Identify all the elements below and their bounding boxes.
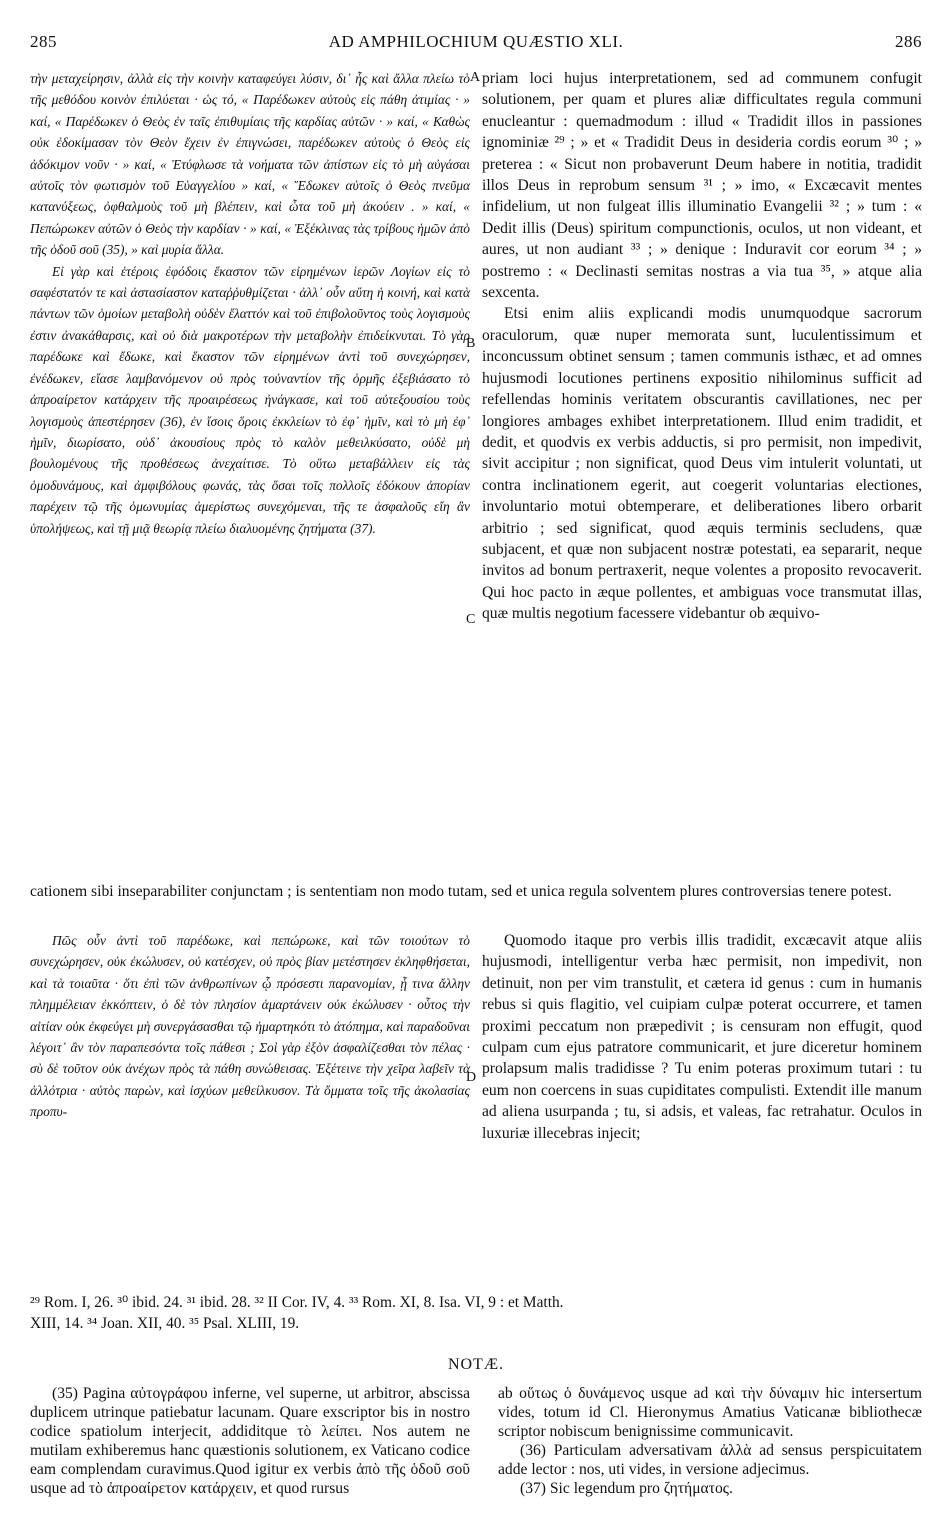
- margin-marker-a: A: [470, 70, 481, 85]
- greek-paragraph: Εἰ γὰρ καὶ ἑτέροις ἐφόδοις ἕκαστον τῶν εἰρημένων ἱερῶν Λογίων εἰς τὸ σαφέστατόν τε καὶ ἀστασίαστον καταῤῥυθμίζεται · ἀλλ᾽ οὖν αὕτη ἡ κοινή, καὶ κατὰ πάντων τῶν ὁμοίων μεταβολὴ οὐδὲν ἔλαττόν καὶ τοῦ ἐπιβολοῦντος τοὺς λογισμοὺς ἐστιν ἀνακάθαρσις, καὶ οὐ διὰ μακροτέρων τὴν μεταβολὴν ἐπιδείκνυται. Τὸ γὰρ παρέδωκε καὶ ἔδωκε, καὶ ἕκαστον τῶν εἰρημένων ἀντὶ τοῦ συνεχώρησεν, ἐνέδωκεν, εἴασε λαμβανόμενον οὐ πρὸς τοὐναντίον τῆς ὁρμῆς ἐξεβιάσατο τὸ ἀπροαίρετον κατάρχειν τῆς προαιρέσεως ἠνάγκασε, καὶ τοῦ αὐτεξουσίου τοὺς λογισμοὺς ἀπεστέρησεν (36), ἐν ἴσοις ὅροις ἐκκλείων τὸ ἐφ᾽ ἡμῖν, καὶ τὸ μὴ ἐφ᾽ ἡμῖν, διωρίσατο, οὐδ᾽ ἀκουσίους πρὸς τὸ καλὸν μεθειλκύσατο, οὐδὲ μὴ βουλομένους τῆς προθέσεως ἀνεχαίτισε. Τὸ οὕτω μεταβάλλειν εἰς τὰς ὁμοδυνάμους, καὶ ἀμφιβόλους φωνάς, τὰς ὅσαι τοῖς πολλοῖς ἐδόκουν ἀπορίαν παρέχειν τῷ τῆς ὁμωνυμίας ἀμερίστως συνεχόμεναι, τῆς τε ἀσφαλοῦς εἴη ἂν ὑπολήψεως, καὶ τῇ μιᾷ θεωρίᾳ πλείω διαλυομένης ζητήματα (37).: [30, 263, 470, 536]
- margin-marker-c: C: [466, 612, 476, 627]
- greek-column-bottom: [30, 930, 470, 1123]
- notes-heading: NOTÆ.: [447, 1356, 505, 1373]
- note-text: (36) Particulam adversativam ἀλλὰ ad sensus perspicuitatem adde lector : nos, uti vides, in versione adjecimus.: [498, 1442, 922, 1478]
- latin-column-top: [482, 68, 922, 625]
- note-text: (37) Sic legendum pro ζητήματος.: [520, 1480, 733, 1497]
- latin-paragraph: priam loci hujus interpretationem, sed ad communem confugit solutionem, per quam et plures aliæ difficultates regula communi enucleantur : quemadmodum : illud « Tradidit illos in passiones ignominiæ ²⁹ ; » et « Tradidit Deus in desideria cordis eorum ³⁰ ; » preterea : « Sicut non probaverunt Deum habere in notitia, tradidit illos Deus in reprobum sensum ³¹ ; » imo, « Excæcavit mentes infidelium, ut non fulgeat illis illuminatio Evangelii ³² ; » tum : « Dedit illis (Deus) spiritum compunctionis, oculos, ut non videant, et aures, ut non audiant ³³ ; » denique : Induravit cor eorum ³⁴ ; » postremo : « Declinasti semitas nostras a via tua ³⁵, » atque alia sexcenta.: [482, 70, 922, 302]
- margin-marker-d: D: [466, 1070, 477, 1085]
- page-number-right: 286: [895, 32, 922, 51]
- scripture-references: [30, 1292, 922, 1334]
- greek-column-top: [30, 68, 470, 539]
- latin-paragraph: Etsi enim aliis explicandi modis unumquodque sacrorum oraculorum, quæ nuper memorata sunt, luculentissimum et inconcussum obtinet sensum ; tamen communis isthæc, et ad omnes hujusmodi locutiones pertinens expositio nihilominus sufficit ad refellendas hominis veritatem obscurantis cavillationes, nec per longiores ambages exhibet interpretationem. Illud enim tradidit, et dedit, et quodvis ex verbis adductis, si pro permisit, non impedivit, sivit accipitur ; non significat, quod Deus vim intulerit voluntati, ut contra inclinationem egerit, aut coegerit voluntarias electiones, involuntario motui obtemperare, et deliberationes libero orbarit arbitrio ; sed significat, quod æquis terminis secludens, quæ subjacent, et quæ non subjacent nostræ potestati, ea separarit, neque invitos ad bonum pertraxerit, neque volentes a proposito revocaverit. Qui hoc pacto in æque pollentes, et ambiguas voce transmutat illas, quæ multis negotium facessere videbantur ob æquivo-: [482, 305, 922, 623]
- note-text: (35) Pagina αὐτογράφου inferne, vel superne, ut arbitror, abscissa duplicem utrinque patiebatur lacunam. Quare exscriptor bis in nostro codice spatiolum interjecit, addiditque τὸ λείπει. Nos autem ne mutilam exhiberemus hanc quæstionis solutionem, ex Vaticano codice eam complendam curavimus.Quod igitur ex verbis ἀπὸ τῆς ὁδοῦ σοῦ usque ad τὸ ἀπροαίρετον κατάρχειν, et quod rursus: [30, 1385, 470, 1497]
- reference-line: ²⁹ Rom. I, 26. ³⁰ ibid. 24. ³¹ ibid. 28. ³² II Cor. IV, 4. ³³ Rom. XI, 8. Isa. VI, 9 : et Matth.: [30, 1294, 564, 1311]
- greek-paragraph: τὴν μεταχείρησιν, ἀλλὰ εἰς τὴν κοινὴν καταφεύγει λύσιν, δι᾽ ἧς καὶ ἄλλα πλείω τὸ τῆς μεθόδου κοινὸν ἐπιλύεται · ὡς τό, « Παρέδωκεν αὐτοὺς εἰς πάθη ἀτιμίας · » καί, « Παρέδωκεν ὁ Θεὸς ἐν ταῖς ἐπιθυμίαις τῆς καρδίας αὐτῶν · » καί, « Καθὼς οὐκ ἐδοκίμασαν τὸν Θεὸν ἔχειν ἐν ἐπιγνώσει, παρέδωκεν αὐτοὺς ὁ Θεὸς εἰς ἀδόκιμον νοῦν · » καί, « Ἐτύφλωσε τὰ νοήματα τῶν ἀπίστων εἰς τὸ μὴ αὐγάσαι αὐτοῖς τὸν φωτισμὸν τοῦ Εὐαγγελίου » καί, « Ἔδωκεν αὐτοῖς ὁ Θεὸς πνεῦμα κατανύξεως, ὀφθαλμοὺς τοῦ μὴ βλέπειν, καὶ ὦτα τοῦ μὴ ἀκούειν . » καί, « Πεπώρωκεν αὐτῶν ὁ Θεὸς τὴν καρδίαν · » καί, « Ἐξέκλινας τὰς τρίβους ἡμῶν ἀπὸ τῆς ὁδοῦ σοῦ (35), » καὶ μυρία ἄλλα.: [30, 71, 470, 258]
- latin-paragraph: Quomodo itaque pro verbis illis tradidit, excæcavit atque aliis hujusmodi, intelligentur verba hæc permisit, non impedivit, non detinuit, non per vim transtulit, et cætera id genus : cum in humanis rebus si quis flagitio, vel cuipiam culpæ poterat occurrere, et tamen proximi peccatum non præpedivit ; is censuram non effugit, quod culpam cum ejus patratore communicarit, et jure diceretur hominem prolapsum malis tradidisse ? Tu enim poteras proximum tutari : tu eum non coercens in suas cupiditates compulisti. Extendit ille manum ad aliena usurpanda ; tu, si adsis, et valeas, fac retrahatur. Oculos in luxuriæ illecebras injecit;: [482, 932, 922, 1142]
- running-title: AD AMPHILOCHIUM QUÆSTIO XLI.: [328, 32, 624, 51]
- note-text: ab οὕτως ὁ δυνάμενος usque ad καὶ τὴν δύναμιν hic intersertum vides, totum id Cl. Hieronymus Amatius Vaticanæ bibliothecæ scriptor nobiscum benignissime communicavit.: [498, 1385, 922, 1440]
- spanning-line: [30, 881, 922, 903]
- reference-line: XIII, 14. ³⁴ Joan. XII, 40. ³⁵ Psal. XLIII, 19.: [30, 1315, 300, 1332]
- spanning-text: cationem sibi inseparabiliter conjunctam ; is sententiam non modo tutam, sed et unica regula solventem plures controversias tenere potest.: [30, 883, 892, 900]
- greek-paragraph: Πῶς οὖν ἀντὶ τοῦ παρέδωκε, καὶ πεπώρωκε, καὶ τῶν τοιούτων τὸ συνεχώρησεν, οὐκ ἐκώλυσεν, οὐ κατέσχεν, οὐ πρὸς βίαν μετέστησεν ἐκληφθήσεται, καὶ τὰ τοιαῦτα · ὅτι ἐπὶ τῶν ἀνθρωπίνων ᾧ πρόσεστι παρανομίαν, ᾗ τινα ἄλλην πλημμέλειαν ἐκκόπτειν, ὁ δὲ τὸν πλησίον ἁμαρτάνειν οὐκ ἐκώλυσεν · οὗτος τὴν αἰτίαν οὐκ ἐκφεύγει μὴ συνεργάσασθαι τῷ ἡμαρτηκότι τὸ ἀτόπημα, καὶ παραδοῦναι λέγοιτ᾽ ἂν τὸν παραπεσόντα τοῖς πάθεσι ; Σοὶ γὰρ ἐξὸν ἀσφαλίζεσθαι τὸν πέλας · σὺ δὲ τοῦτον οὐκ ἀνέχων πρὸς τὰ πάθη συνώθεισας. Ἐξέτεινε τὴν χεῖρα λαβεῖν τὰ ἀλλότρια · αὐτὸς παρὼν, καὶ ἰσχύων μεθείλκυσον. Τὰ ὄμματα τοῖς τῆς ἀκολασίας προπυ-: [30, 933, 470, 1120]
- notes-left-column: [30, 1384, 470, 1498]
- page-number-left: 285: [30, 32, 57, 51]
- latin-column-bottom: [482, 930, 922, 1144]
- margin-marker-b: B: [466, 336, 476, 351]
- notes-right-column: [498, 1384, 922, 1498]
